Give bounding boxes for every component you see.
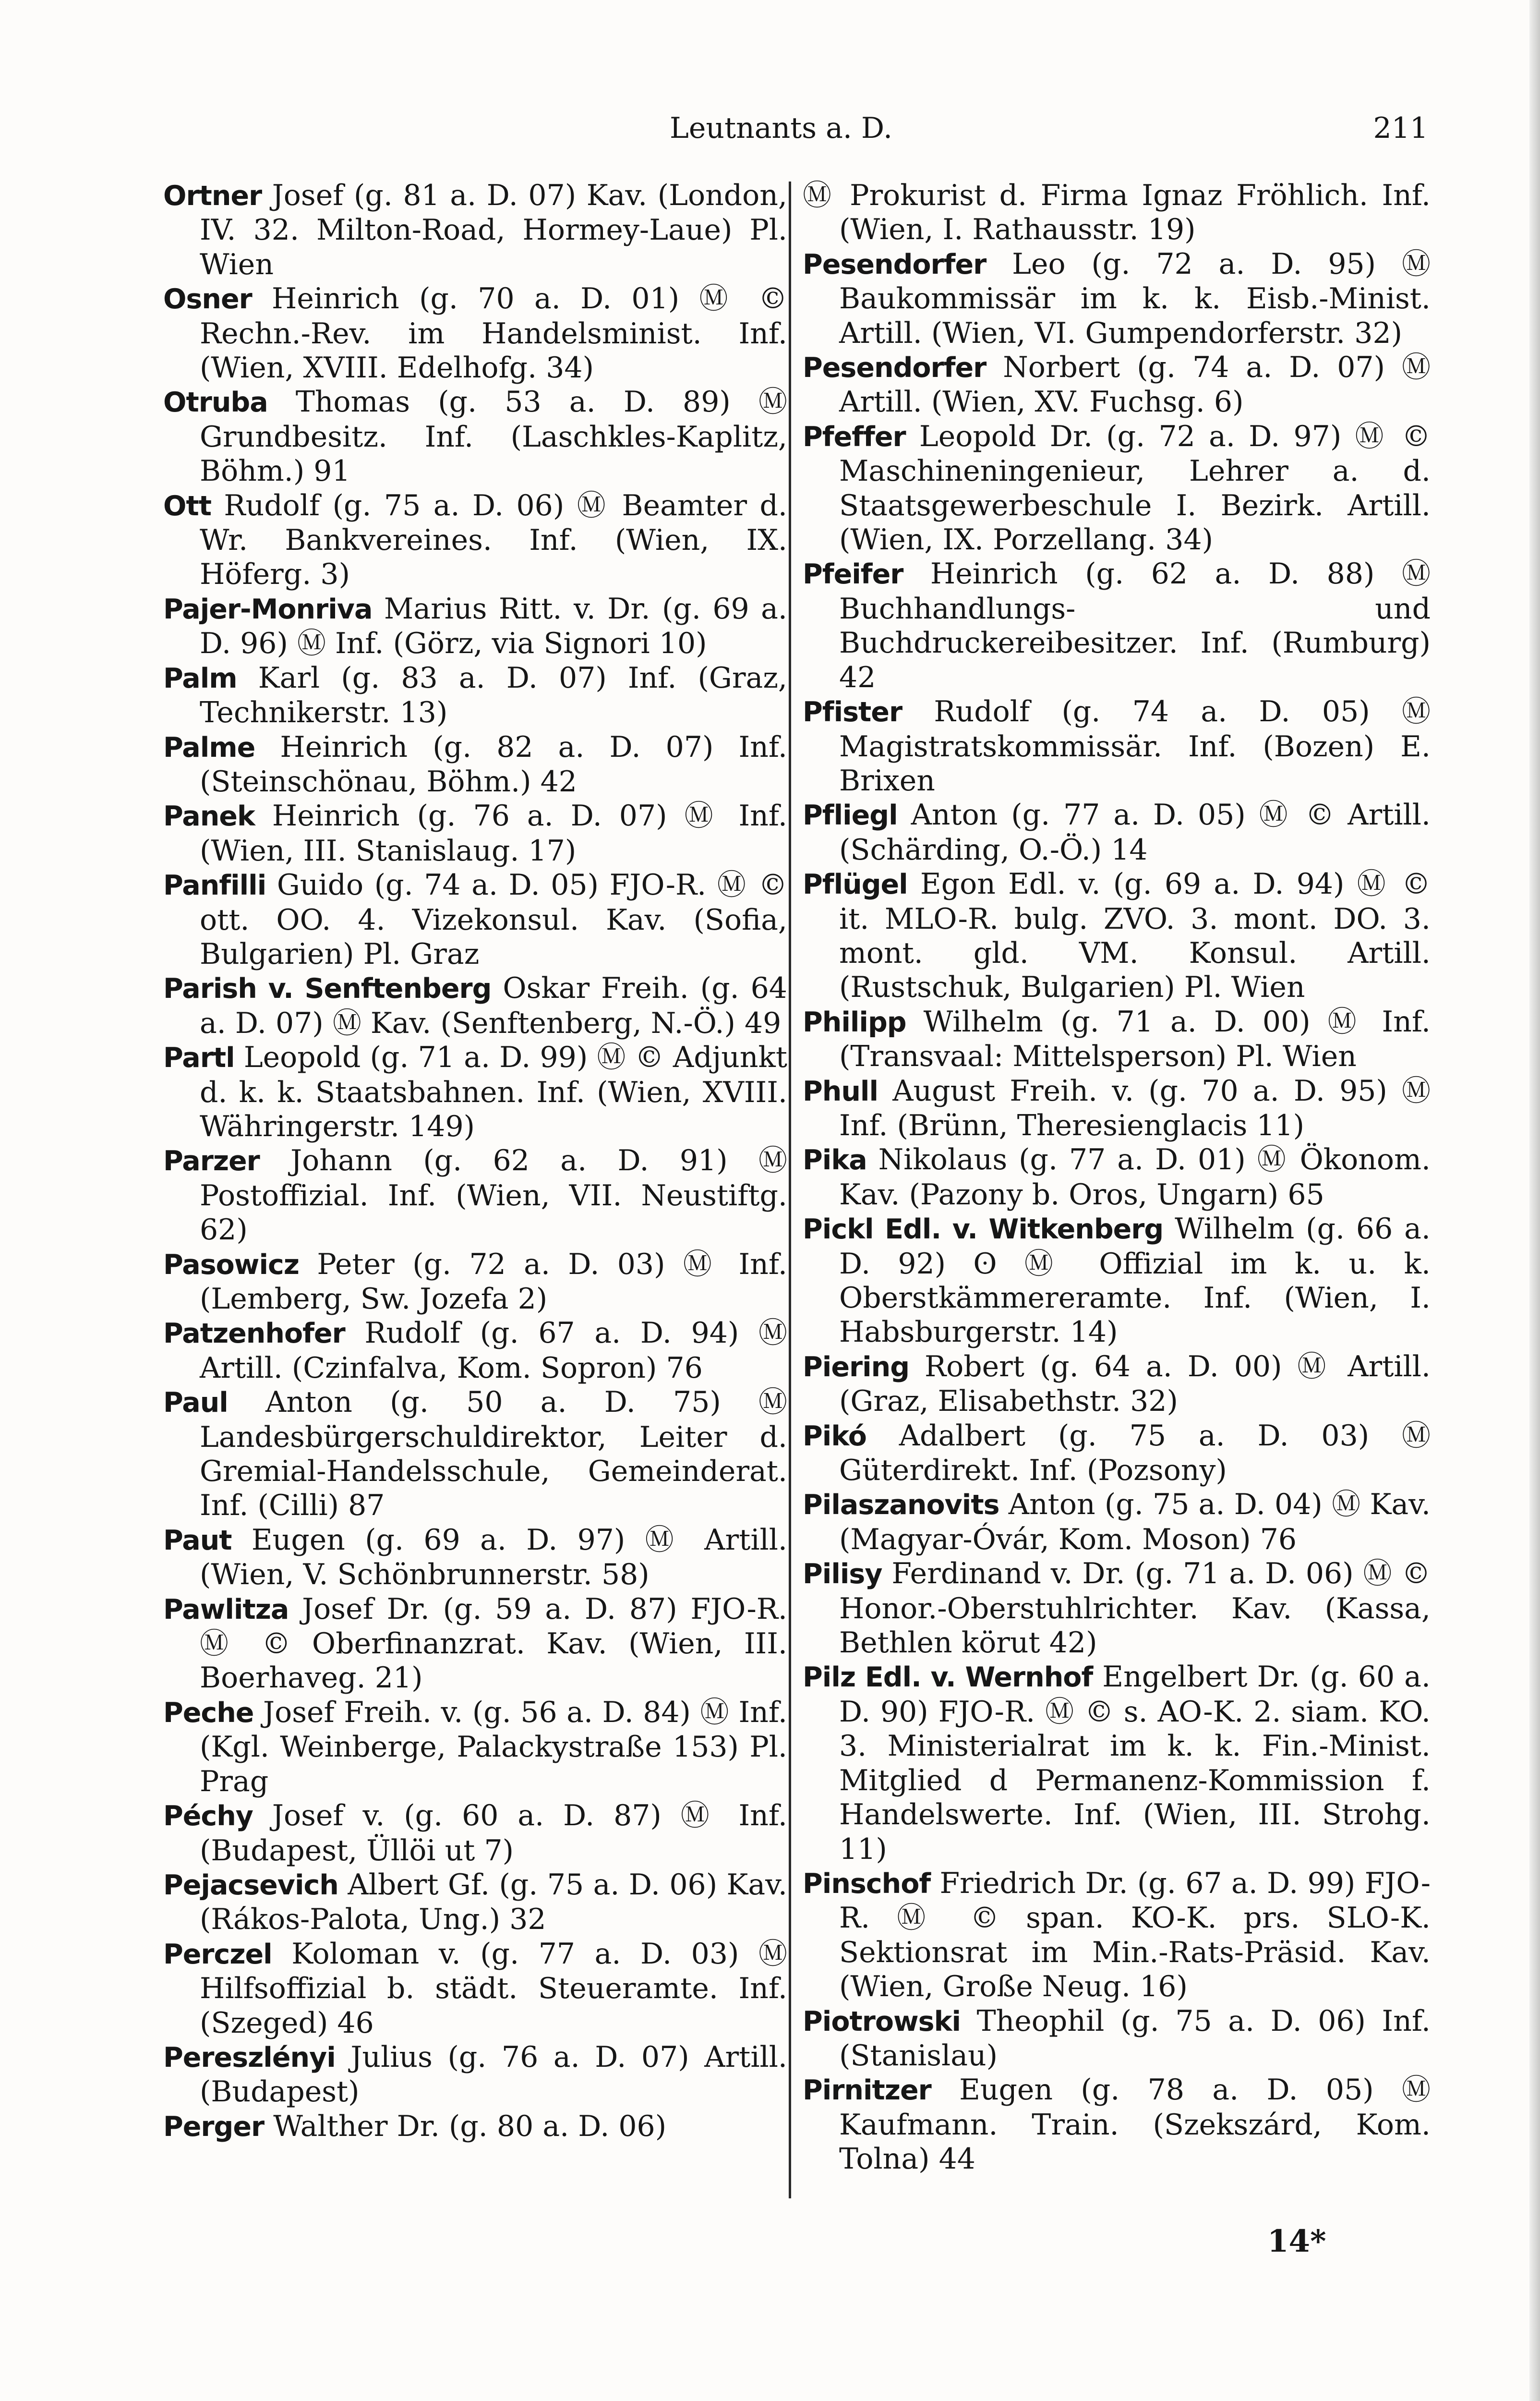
entry-name: Pawlitza [163,1593,289,1625]
entry-details: Guido (g. 74 a. D. 05) FJO-R. Ⓜ © ott. OO. 4. Vizekonsul. Kav. (Sofia, Bulgarien) Pl. Graz [200,868,787,971]
entry-name: Panfilli [163,870,266,902]
directory-entry [163,489,787,592]
entry-name: Ott [163,490,211,522]
directory-entry [803,1419,1431,1488]
directory-entry [163,1868,787,1937]
entry-name: Patzenhofer [163,1318,345,1350]
directory-entry [803,1557,1431,1660]
directory-entry [163,2040,787,2110]
entry-details: Koloman v. (g. 77 a. D. 03) Ⓜ Hilfsoffizial b. städt. Steueramte. Inf. (Szeged) 46 [200,1937,787,2040]
directory-entry [803,2004,1431,2074]
entry-details: Ferdinand v. Dr. (g. 71 a. D. 06) Ⓜ © Honor.-Oberstuhlrichter. Kav. (Kassa, Bethlen körut 42) [839,1557,1431,1660]
directory-entry [163,730,787,800]
entry-name: Pasowicz [163,1249,299,1281]
entry-details: Anton (g. 75 a. D. 04) Ⓜ Kav. (Magyar-Óvár, Kom. Moson) 76 [839,1488,1431,1556]
directory-entry [803,247,1431,351]
directory-entry [803,798,1431,867]
entry-name: Pajer-Monriva [163,593,373,625]
entry-name: Panek [163,800,255,833]
entry-details: August Freih. v. (g. 70 a. D. 95) Ⓜ Inf. (Brünn, Theresienglacis 11) [839,1074,1431,1142]
entry-details: Eugen (g. 69 a. D. 97) Ⓜ Artill. (Wien, V. Schönbrunnerstr. 58) [200,1523,787,1592]
entry-details: Heinrich (g. 70 a. D. 01) Ⓜ © Rechn.-Rev. im Handelsminist. Inf. (Wien, XVIII. Edelhofg. 34) [200,282,787,385]
entry-name: Osner [163,283,252,315]
directory-entry [803,1212,1431,1350]
entry-name: Pilaszanovits [803,1489,999,1521]
directory-entry [163,868,787,971]
entry-details: Josef (g. 81 a. D. 07) Kav. (London, IV. 32. Milton-Road, Hormey-Laue) Pl. Wien [200,179,787,281]
directory-entry [163,1696,787,1799]
entry-details: Adalbert (g. 75 a. D. 03) Ⓜ Güterdirekt. Inf. (Pozsony) [839,1419,1431,1488]
directory-entry [803,1350,1431,1419]
entry-details: Egon Edl. v. (g. 69 a. D. 94) Ⓜ © it. MLO-R. bulg. ZVO. 3. mont. DO. 3. mont. gld. VM. Konsul. Artill. (Rustschuk, Bulgarien) Pl. Wien [839,867,1431,1005]
entry-details: Eugen (g. 78 a. D. 05) Ⓜ Kaufmann. Train. (Szekszárd, Kom. Tolna) 44 [839,2073,1431,2176]
directory-entry [163,799,787,868]
sheet-signature: 14* [1267,2223,1326,2259]
entry-name: Pflügel [803,869,908,901]
directory-entry [803,867,1431,1005]
directory-entry [163,1248,787,1317]
entry-name: Pfeffer [803,421,906,453]
directory-entry [163,1799,787,1868]
entry-details: Heinrich (g. 62 a. D. 88) Ⓜ Buchhandlungs- und Buchdruckereibesitzer. Inf. (Rumburg) 42 [839,557,1431,694]
directory-entry [803,179,1431,247]
entry-details: Marius Ritt. v. Dr. (g. 69 a. D. 96) Ⓜ Inf. (Görz, via Signori 10) [200,592,787,661]
entry-details: Karl (g. 83 a. D. 07) Inf. (Graz, Technikerstr. 13) [200,661,787,730]
entry-name: Pika [803,1144,867,1176]
entry-details: Walther Dr. (g. 80 a. D. 06) [273,2109,667,2143]
directory-entry [803,420,1431,558]
entry-details: Julius (g. 76 a. D. 07) Artill. (Budapest) [200,2040,787,2109]
entry-details: Wilhelm (g. 71 a. D. 00) Ⓜ Inf. (Transvaal: Mittelsperson) Pl. Wien [839,1005,1431,1074]
column-divider [789,182,791,2198]
entry-name: Partl [163,1042,235,1074]
entry-details: Heinrich (g. 82 a. D. 07) Inf. (Steinschönau, Böhm.) 42 [200,730,787,799]
entry-details: Oskar Freih. (g. 64 a. D. 07) Ⓜ Kav. (Senftenberg, N.-Ö.) 49 [200,971,787,1040]
left-column [163,179,787,2144]
entry-details: Engelbert Dr. (g. 60 a. D. 90) FJO-R. Ⓜ © s. AO-K. 2. siam. KO. 3. Ministerialrat im k. k. Fin.-Minist. Mitglied d Permanenz-Kommission f. Handelswerte. Inf. (Wien, III. Strohg. 11) [839,1660,1431,1866]
entry-name: Pilisy [803,1558,882,1590]
page-header [670,111,1428,155]
directory-entry [803,557,1431,695]
entry-name: Paul [163,1387,228,1419]
entry-details: Robert (g. 64 a. D. 00) Ⓜ Artill. (Graz, Elisabethstr. 32) [839,1349,1431,1419]
entry-details: Anton (g. 50 a. D. 75) Ⓜ Landesbürgerschuldirektor, Leiter d. Gremial-Handelsschule, Gemeinderat. Inf. (Cilli) 87 [200,1385,787,1523]
entry-name: Palme [163,731,255,764]
entry-details: Heinrich (g. 76 a. D. 07) Ⓜ Inf. (Wien, III. Stanislaug. 17) [200,799,787,868]
entry-name: Pinschof [803,1867,931,1900]
entry-details: Rudolf (g. 75 a. D. 06) Ⓜ Beamter d. Wr. Bankvereines. Inf. (Wien, IX. Höferg. 3) [200,488,787,592]
entry-details: Leopold Dr. (g. 72 a. D. 97) Ⓜ © Maschineningenieur, Lehrer a. d. Staatsgewerbeschule I. Bezirk. Artill. (Wien, IX. Porzellang. 34) [839,419,1431,557]
entry-name: Piotrowski [803,2005,961,2037]
entry-name: Phull [803,1075,878,1107]
entry-details: Wilhelm (g. 66 a. D. 92) ʘ Ⓜ Offizial im k. u. k. Oberstkämmereramte. Inf. (Wien, I. Habsburgerstr. 14) [839,1212,1431,1349]
directory-entry [803,1143,1431,1212]
entry-details: Ⓜ Prokurist d. Firma Ignaz Fröhlich. Inf. (Wien, I. Rathausstr. 19) [803,179,1431,247]
directory-entry [163,1316,787,1385]
entry-name: Philipp [803,1006,906,1038]
entry-details: Josef v. (g. 60 a. D. 87) Ⓜ Inf. (Budapest, Üllöi ut 7) [200,1799,787,1867]
directory-entry [163,661,787,730]
entry-name: Pfister [803,696,902,728]
entry-name: Piering [803,1351,910,1383]
entry-details: Norbert (g. 74 a. D. 07) Ⓜ Artill. (Wien, XV. Fuchsg. 6) [839,351,1431,419]
directory-entry [163,2110,787,2144]
entry-details: Johann (g. 62 a. D. 91) Ⓜ Postoffizial. Inf. (Wien, VII. Neustiftg. 62) [200,1144,787,1247]
entry-name: Pikó [803,1420,866,1452]
entry-details: Friedrich Dr. (g. 67 a. D. 99) FJO-R. Ⓜ © span. KO-K. prs. SLO-K. Sektionsrat im Min.-Rats-Präsid. Kav. (Wien, Große Neug. 16) [839,1866,1431,2004]
entry-name: Pirnitzer [803,2074,931,2107]
directory-entry [163,1937,787,2040]
entry-details: Josef Dr. (g. 59 a. D. 87) FJO-R. Ⓜ © Oberfinanzrat. Kav. (Wien, III. Boerhaveg. 21) [200,1592,787,1695]
directory-entry [163,971,787,1041]
directory-entry [803,695,1431,798]
directory-entry [163,592,787,661]
directory-entry [803,1074,1431,1143]
entry-details: Rudolf (g. 74 a. D. 05) Ⓜ Magistratskommissär. Inf. (Bozen) E. Brixen [839,695,1431,798]
entry-name: Pfeifer [803,558,903,591]
entry-name: Peche [163,1697,254,1729]
directory-entry [163,179,787,282]
entry-details: Peter (g. 72 a. D. 03) Ⓜ Inf. (Lemberg, Sw. Jozefa 2) [200,1247,787,1316]
entry-name: Perger [163,2110,265,2143]
entry-name: Perczel [163,1938,272,1970]
directory-entry [163,282,787,385]
directory-entry [163,1144,787,1247]
entry-name: Parish v. Senftenberg [163,973,492,1005]
running-title: Leutnants a. D. [670,111,893,145]
directory-entry [803,1488,1431,1557]
directory-entry [803,2073,1431,2176]
page-edge [1529,0,1540,2401]
directory-entry [163,385,787,488]
entry-details: Albert Gf. (g. 75 a. D. 06) Kav. (Rákos-Palota, Ung.) 32 [200,1867,787,1937]
entry-name: Otruba [163,387,268,419]
entry-details: Thomas (g. 53 a. D. 89) Ⓜ Grundbesitz. Inf. (Laschkles-Kaplitz, Böhm.) 91 [200,385,787,488]
directory-entry [163,1592,787,1696]
entry-name: Pilz Edl. v. Wernhof [803,1661,1093,1694]
directory-entry [803,1005,1431,1074]
entry-name: Parzer [163,1145,260,1177]
right-column [803,179,1431,2177]
entry-details: Leopold (g. 71 a. D. 99) Ⓜ © Adjunkt d. k. k. Staatsbahnen. Inf. (Wien, XVIII. Währingerstr. 149) [200,1041,788,1143]
directory-entry [803,1660,1431,1866]
entry-details: Theophil (g. 75 a. D. 06) Inf. (Stanislau) [839,2004,1431,2073]
entry-name: Pesendorfer [803,248,987,280]
entry-details: Anton (g. 77 a. D. 05) Ⓜ © Artill. (Schärding, O.-Ö.) 14 [839,798,1431,867]
page-number: 211 [1373,111,1428,145]
entry-name: Palm [163,662,237,694]
entry-details: Nikolaus (g. 77 a. D. 01) Ⓜ Ökonom. Kav. (Pazony b. Oros, Ungarn) 65 [839,1143,1431,1212]
entry-name: Pesendorfer [803,352,987,384]
entry-name: Péchy [163,1800,253,1832]
entry-name: Pejacsevich [163,1869,338,1901]
directory-entry [803,351,1431,420]
entry-name: Pfliegl [803,800,898,832]
entry-details: Leo (g. 72 a. D. 95) Ⓜ Baukommissär im k. k. Eisb.-Minist. Artill. (Wien, VI. Gumpendorferstr. 32) [839,247,1431,350]
entry-name: Paut [163,1524,232,1556]
entry-name: Pickl Edl. v. Witkenberg [803,1213,1164,1246]
directory-entry [163,1385,787,1523]
entry-name: Ortner [163,180,262,212]
directory-entry [163,1523,787,1592]
directory-entry [803,1867,1431,2004]
entry-name: Pereszlényi [163,2041,336,2074]
entry-details: Rudolf (g. 67 a. D. 94) Ⓜ Artill. (Czinfalva, Kom. Sopron) 76 [200,1316,787,1385]
entry-details: Josef Freih. v. (g. 56 a. D. 84) Ⓜ Inf. (Kgl. Weinberge, Palackystraße 153) Pl. Prag [200,1695,787,1798]
directory-entry [163,1041,787,1144]
